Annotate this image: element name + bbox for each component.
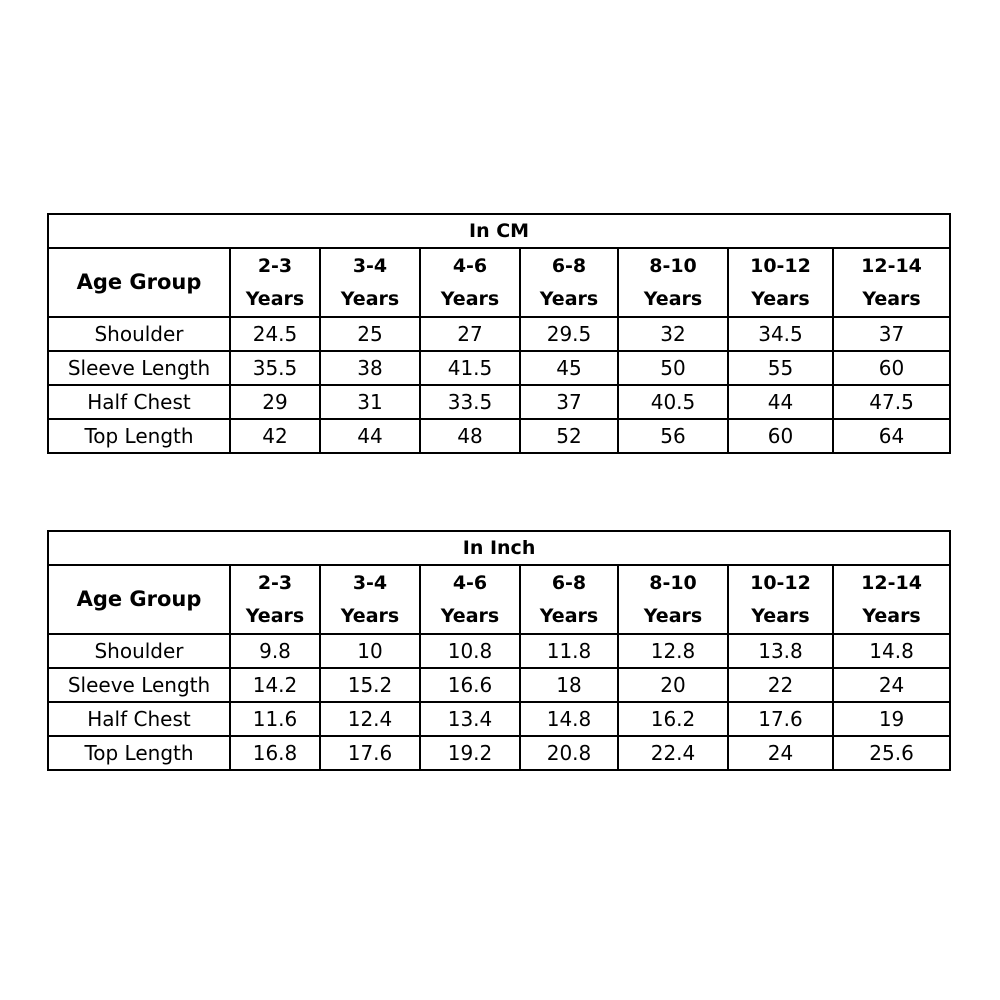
age-unit: Years [751, 287, 810, 310]
table-cell: 27 [420, 317, 520, 351]
table-row [48, 634, 950, 668]
table-cell: 11.6 [230, 702, 320, 736]
table-cell: 17.6 [728, 702, 833, 736]
age-range: 6-8 [551, 571, 587, 594]
table-cell: 40.5 [618, 385, 728, 419]
table-cell: 42 [230, 419, 320, 453]
row-label: Sleeve Length [48, 668, 230, 702]
column-header [420, 248, 520, 317]
age-range: 2-3 [257, 571, 293, 594]
table-cell: 24 [728, 736, 833, 770]
row-label: Top Length [48, 736, 230, 770]
row-label: Sleeve Length [48, 351, 230, 385]
table-cell: 24 [833, 668, 950, 702]
table-cell: 50 [618, 351, 728, 385]
age-unit: Years [539, 604, 599, 627]
table-cell: 14.8 [520, 702, 618, 736]
table-cell: 12.4 [320, 702, 420, 736]
table-row [48, 668, 950, 702]
column-header [230, 248, 320, 317]
table-header-row [48, 565, 950, 634]
table-cell: 11.8 [520, 634, 618, 668]
column-header [618, 248, 728, 317]
age-range: 8-10 [649, 254, 697, 277]
table-cell: 52 [520, 419, 618, 453]
table-cell: 15.2 [320, 668, 420, 702]
table-cell: 14.8 [833, 634, 950, 668]
table-header-row [48, 248, 950, 317]
age-unit: Years [440, 604, 500, 627]
age-unit: Years [643, 604, 703, 627]
size-table-inch [47, 530, 951, 771]
age-group-header: Age Group [48, 248, 230, 317]
table-cell: 44 [728, 385, 833, 419]
age-range: 4-6 [452, 571, 488, 594]
age-unit: Years [643, 287, 703, 310]
column-header [420, 565, 520, 634]
table-cell: 29 [230, 385, 320, 419]
table-title-row [48, 531, 950, 565]
table-cell: 20.8 [520, 736, 618, 770]
age-range: 10-12 [750, 571, 811, 594]
age-unit: Years [340, 287, 400, 310]
table-cell: 35.5 [230, 351, 320, 385]
table-cell: 37 [520, 385, 618, 419]
table-cell: 56 [618, 419, 728, 453]
table-cell: 32 [618, 317, 728, 351]
row-label: Shoulder [48, 317, 230, 351]
table-cell: 37 [833, 317, 950, 351]
age-range: 2-3 [257, 254, 293, 277]
column-header [320, 565, 420, 634]
table-cell: 9.8 [230, 634, 320, 668]
column-header [618, 565, 728, 634]
column-header [520, 565, 618, 634]
age-unit: Years [862, 287, 921, 310]
table-cell: 13.8 [728, 634, 833, 668]
table-row [48, 702, 950, 736]
table-cell: 22 [728, 668, 833, 702]
column-header [520, 248, 618, 317]
table-cell: 13.4 [420, 702, 520, 736]
table-cell: 29.5 [520, 317, 618, 351]
age-range: 10-12 [750, 254, 811, 277]
table-cell: 16.8 [230, 736, 320, 770]
age-unit: Years [751, 604, 810, 627]
table-row [48, 736, 950, 770]
age-range: 6-8 [551, 254, 587, 277]
table-cell: 38 [320, 351, 420, 385]
age-range: 12-14 [861, 571, 922, 594]
table-cell: 19 [833, 702, 950, 736]
table-cell: 10.8 [420, 634, 520, 668]
table-cell: 16.2 [618, 702, 728, 736]
column-header [833, 565, 950, 634]
table-cell: 24.5 [230, 317, 320, 351]
table-title: In Inch [48, 531, 950, 565]
table-title: In CM [48, 214, 950, 248]
age-range: 4-6 [452, 254, 488, 277]
column-header [728, 565, 833, 634]
table-cell: 25 [320, 317, 420, 351]
age-range: 3-4 [352, 254, 388, 277]
table-cell: 48 [420, 419, 520, 453]
age-unit: Years [340, 604, 400, 627]
age-unit: Years [245, 604, 305, 627]
table-cell: 18 [520, 668, 618, 702]
age-group-header: Age Group [48, 565, 230, 634]
age-unit: Years [539, 287, 599, 310]
table-title-row [48, 214, 950, 248]
age-unit: Years [440, 287, 500, 310]
row-label: Shoulder [48, 634, 230, 668]
table-cell: 64 [833, 419, 950, 453]
column-header [728, 248, 833, 317]
age-unit: Years [862, 604, 921, 627]
row-label: Top Length [48, 419, 230, 453]
age-range: 8-10 [649, 571, 697, 594]
table-cell: 25.6 [833, 736, 950, 770]
table-cell: 33.5 [420, 385, 520, 419]
table-row [48, 317, 950, 351]
table-cell: 45 [520, 351, 618, 385]
table-cell: 47.5 [833, 385, 950, 419]
table-row [48, 419, 950, 453]
table-row [48, 385, 950, 419]
row-label: Half Chest [48, 702, 230, 736]
age-unit: Years [245, 287, 305, 310]
table-cell: 31 [320, 385, 420, 419]
table-cell: 60 [728, 419, 833, 453]
column-header [320, 248, 420, 317]
row-label: Half Chest [48, 385, 230, 419]
table-cell: 16.6 [420, 668, 520, 702]
table-cell: 60 [833, 351, 950, 385]
table-cell: 17.6 [320, 736, 420, 770]
age-range: 3-4 [352, 571, 388, 594]
column-header [230, 565, 320, 634]
table-cell: 34.5 [728, 317, 833, 351]
table-cell: 12.8 [618, 634, 728, 668]
age-range: 12-14 [861, 254, 922, 277]
table-cell: 10 [320, 634, 420, 668]
table-cell: 41.5 [420, 351, 520, 385]
table-row [48, 351, 950, 385]
column-header [833, 248, 950, 317]
table-cell: 20 [618, 668, 728, 702]
table-cell: 55 [728, 351, 833, 385]
size-table-cm [47, 213, 951, 454]
table-cell: 44 [320, 419, 420, 453]
table-cell: 14.2 [230, 668, 320, 702]
table-cell: 22.4 [618, 736, 728, 770]
table-cell: 19.2 [420, 736, 520, 770]
